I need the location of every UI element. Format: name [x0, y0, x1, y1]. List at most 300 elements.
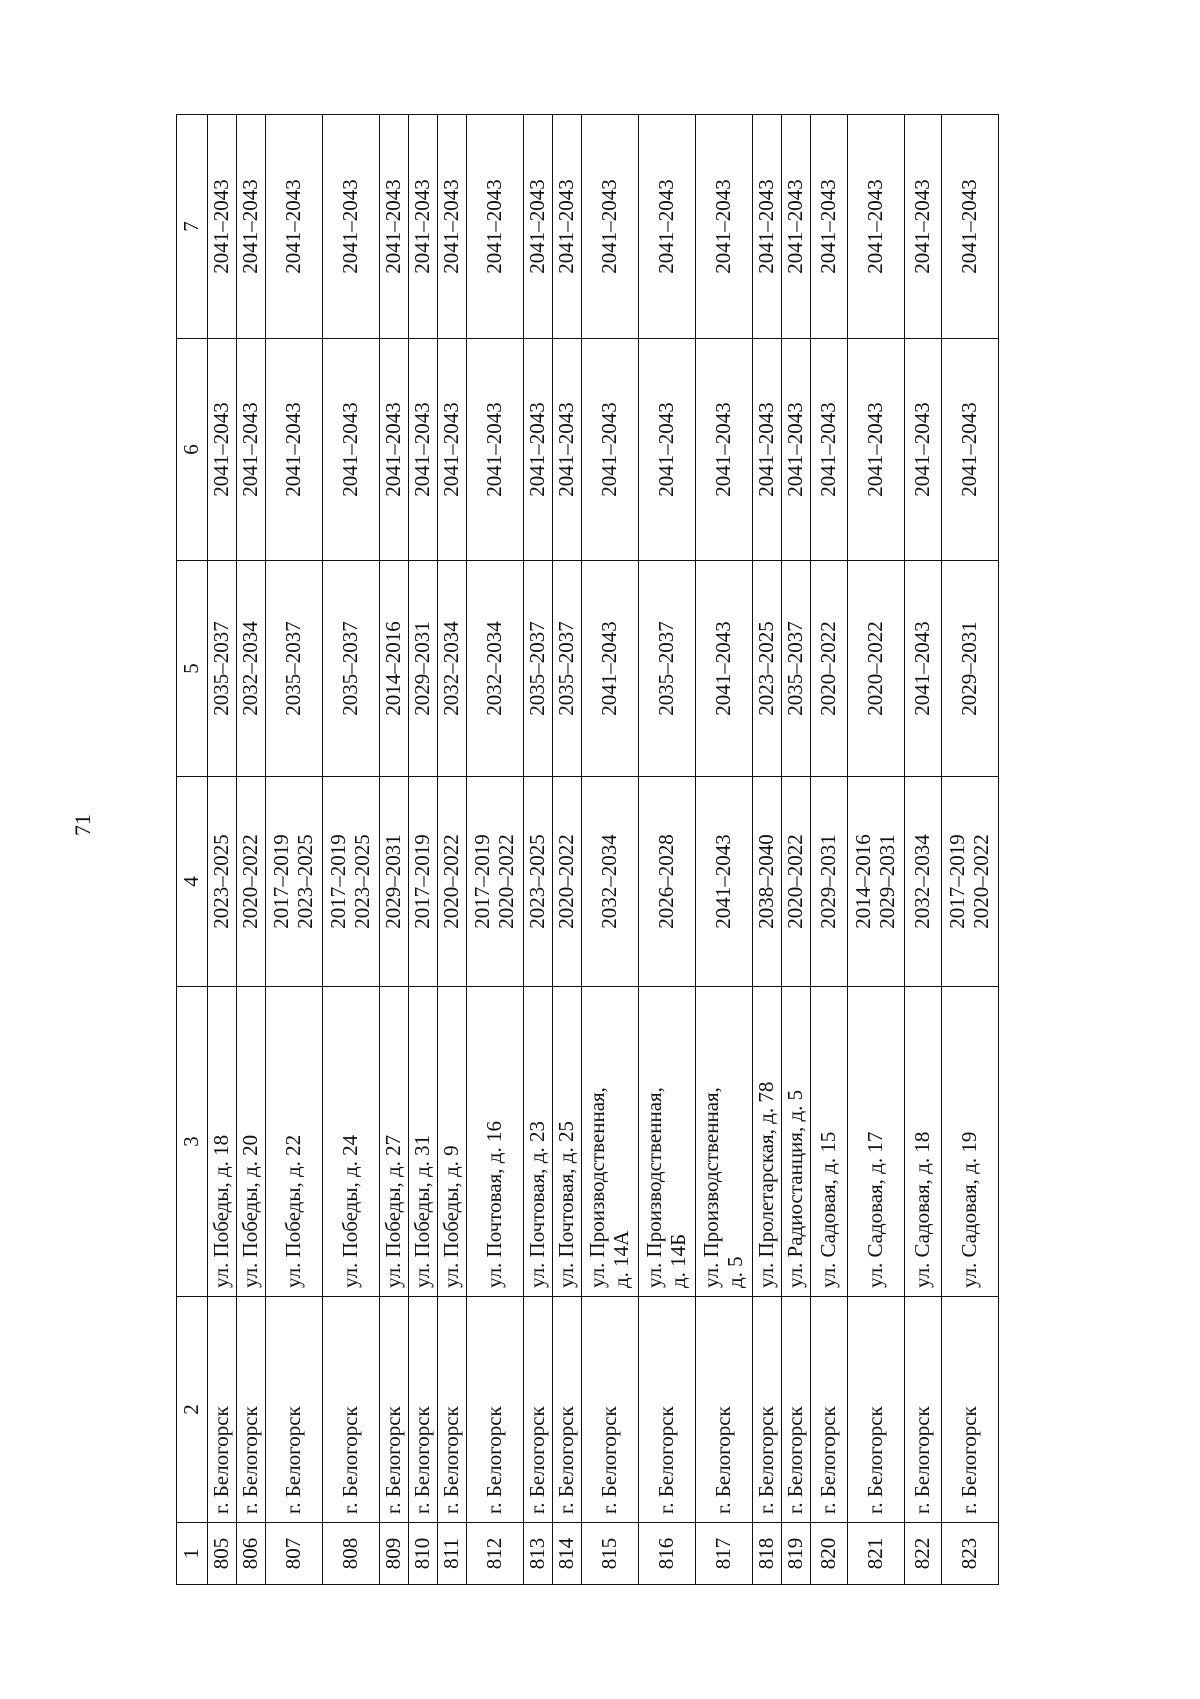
- city-cell-line: г. Белогорск: [439, 1406, 464, 1514]
- table-row: [323, 115, 380, 1585]
- table-row: [524, 115, 553, 1585]
- row-number-cell: [782, 1523, 811, 1585]
- period-col4-cell: [524, 777, 553, 987]
- period-col7-cell: [905, 115, 942, 339]
- row-number-cell-line: 806: [238, 1537, 263, 1570]
- page-number: 71: [70, 814, 95, 836]
- period-col7-cell: [323, 115, 380, 339]
- table-row: [467, 115, 524, 1585]
- period-col4-cell: [208, 777, 237, 987]
- period-col4-cell: [696, 777, 753, 987]
- table-row: [582, 115, 639, 1585]
- period-col5-cell: [208, 561, 237, 777]
- city-cell: [524, 1297, 553, 1523]
- period-col4-cell-line: 2020–2022: [783, 834, 808, 929]
- period-col5-cell-line: 2035–2037: [554, 621, 579, 716]
- period-col5-cell: [467, 561, 524, 777]
- row-number-cell-line: 823: [957, 1537, 982, 1570]
- period-col4-cell: [438, 777, 467, 987]
- table-row: [848, 115, 905, 1585]
- address-cell: [524, 987, 553, 1297]
- address-cell-line: ул. Победы, д. 31: [410, 1134, 435, 1288]
- rotated-table-container: [176, 114, 999, 1585]
- period-col4-cell-line: 2032–2034: [910, 834, 935, 929]
- period-col4-cell-line: 2041–2043: [711, 834, 736, 929]
- period-col6-cell: [639, 339, 696, 561]
- period-col4-cell: [323, 777, 380, 987]
- city-cell-line: г. Белогорск: [209, 1406, 234, 1514]
- column-header: 2: [177, 1297, 208, 1523]
- period-col7-cell: [848, 115, 905, 339]
- city-cell: [323, 1297, 380, 1523]
- period-col5-cell-line: 2014–2016: [381, 621, 406, 716]
- period-col4-cell-line: 2023–2025: [525, 834, 550, 929]
- city-cell-line: г. Белогорск: [910, 1406, 935, 1514]
- period-col7-cell: [696, 115, 753, 339]
- period-col5-cell: [848, 561, 905, 777]
- row-number-cell-line: 812: [482, 1537, 507, 1570]
- period-col5-cell-line: 2029–2031: [957, 621, 982, 716]
- city-cell-line: г. Белогорск: [381, 1406, 406, 1514]
- period-col4-cell: [409, 777, 438, 987]
- city-cell-line: г. Белогорск: [783, 1406, 808, 1514]
- period-col6-cell-line: 2041–2043: [525, 402, 550, 497]
- table-row: [266, 115, 323, 1585]
- address-cell-line: д. 5: [723, 1256, 747, 1288]
- period-col6-cell: [438, 339, 467, 561]
- city-cell: [811, 1297, 848, 1523]
- period-col4-cell-line: 2017–2019: [470, 834, 495, 929]
- address-cell-line: ул. Победы, д. 22: [281, 1134, 306, 1288]
- period-col4-cell: [811, 777, 848, 987]
- period-col5-cell-line: 2035–2037: [525, 621, 550, 716]
- city-cell: [753, 1297, 782, 1523]
- period-col5-cell: [524, 561, 553, 777]
- period-col7-cell-line: 2041–2043: [209, 179, 234, 274]
- city-cell: [696, 1297, 753, 1523]
- period-col6-cell: [753, 339, 782, 561]
- row-number-cell: [553, 1523, 582, 1585]
- period-col6-cell: [380, 339, 409, 561]
- address-cell-line: ул. Почтовая, д. 25: [554, 1121, 579, 1288]
- period-col7-cell-line: 2041–2043: [410, 179, 435, 274]
- period-col7-cell-line: 2041–2043: [281, 179, 306, 274]
- address-cell: [409, 987, 438, 1297]
- period-col7-cell-line: 2041–2043: [439, 179, 464, 274]
- city-cell-line: г. Белогорск: [711, 1406, 736, 1514]
- row-number-cell-line: 816: [654, 1537, 679, 1570]
- period-col4-cell-line: 2020–2022: [969, 834, 993, 929]
- period-col6-cell-line: 2041–2043: [654, 402, 679, 497]
- period-col4-cell: [905, 777, 942, 987]
- address-cell-line: ул. Производственная,: [699, 1087, 724, 1288]
- period-col5-cell-line: 2032–2034: [238, 621, 263, 716]
- address-cell-line: ул. Победы, д. 27: [381, 1134, 406, 1288]
- period-col4-cell-line: 2029–2031: [381, 834, 406, 929]
- row-number-cell-line: 819: [783, 1537, 808, 1570]
- period-col6-cell-line: 2041–2043: [816, 402, 841, 497]
- period-col4-cell: [380, 777, 409, 987]
- row-number-cell: [409, 1523, 438, 1585]
- address-cell-line: ул. Победы, д. 24: [338, 1134, 363, 1288]
- city-cell-line: г. Белогорск: [554, 1406, 579, 1514]
- city-cell: [380, 1297, 409, 1523]
- address-cell: [753, 987, 782, 1297]
- period-col5-cell-line: 2041–2043: [711, 621, 736, 716]
- address-cell-line: д. 14Б: [666, 1233, 690, 1288]
- address-cell: [811, 987, 848, 1297]
- period-col7-cell-line: 2041–2043: [816, 179, 841, 274]
- row-number-cell: [905, 1523, 942, 1585]
- period-col5-cell: [553, 561, 582, 777]
- address-cell: [237, 987, 266, 1297]
- period-col6-cell: [782, 339, 811, 561]
- period-col5-cell: [782, 561, 811, 777]
- address-cell-line: ул. Садовая, д. 18: [910, 1131, 935, 1288]
- period-col7-cell: [409, 115, 438, 339]
- address-cell: [380, 987, 409, 1297]
- table-row: [942, 115, 999, 1585]
- row-number-cell-line: 818: [754, 1537, 779, 1570]
- period-col4-cell-line: 2026–2028: [654, 834, 679, 929]
- period-col6-cell: [467, 339, 524, 561]
- period-col6-cell-line: 2041–2043: [554, 402, 579, 497]
- period-col6-cell: [237, 339, 266, 561]
- city-cell-line: г. Белогорск: [597, 1406, 622, 1514]
- row-number-cell: [237, 1523, 266, 1585]
- row-number-cell-line: 805: [209, 1537, 234, 1570]
- period-col5-cell: [753, 561, 782, 777]
- address-cell-line: ул. Садовая, д. 19: [957, 1131, 982, 1288]
- period-col6-cell-line: 2041–2043: [381, 402, 406, 497]
- period-col5-cell-line: 2029–2031: [410, 621, 435, 716]
- period-col6-cell-line: 2041–2043: [754, 402, 779, 497]
- city-cell-line: г. Белогорск: [754, 1406, 779, 1514]
- row-number-cell: [380, 1523, 409, 1585]
- period-col7-cell-line: 2041–2043: [238, 179, 263, 274]
- table-row: [782, 115, 811, 1585]
- address-cell: [696, 987, 753, 1297]
- address-cell-line: ул. Производственная,: [585, 1087, 610, 1288]
- period-col4-cell: [639, 777, 696, 987]
- row-number-cell-line: 811: [439, 1538, 464, 1569]
- period-col7-cell-line: 2041–2043: [338, 179, 363, 274]
- column-header: 7: [177, 115, 208, 339]
- period-col7-cell-line: 2041–2043: [957, 179, 982, 274]
- row-number-cell-line: 808: [338, 1537, 363, 1570]
- address-cell: [208, 987, 237, 1297]
- address-cell: [266, 987, 323, 1297]
- row-number-cell-line: 813: [525, 1537, 550, 1570]
- period-col7-cell: [782, 115, 811, 339]
- period-col4-cell-line: 2029–2031: [875, 834, 899, 929]
- row-number-cell: [848, 1523, 905, 1585]
- period-col6-cell-line: 2041–2043: [597, 402, 622, 497]
- period-col6-cell-line: 2041–2043: [957, 402, 982, 497]
- period-col7-cell: [467, 115, 524, 339]
- city-cell: [905, 1297, 942, 1523]
- row-number-cell-line: 820: [816, 1537, 841, 1570]
- period-col6-cell-line: 2041–2043: [439, 402, 464, 497]
- period-col6-cell: [905, 339, 942, 561]
- city-cell: [409, 1297, 438, 1523]
- period-col7-cell-line: 2041–2043: [711, 179, 736, 274]
- period-col6-cell-line: 2041–2043: [711, 402, 736, 497]
- city-cell-line: г. Белогорск: [281, 1406, 306, 1514]
- row-number-cell-line: 810: [410, 1537, 435, 1570]
- period-col7-cell-line: 2041–2043: [783, 179, 808, 274]
- period-col4-cell-line: 2017–2019: [269, 834, 294, 929]
- city-cell-line: г. Белогорск: [238, 1406, 263, 1514]
- period-col5-cell-line: 2041–2043: [910, 621, 935, 716]
- period-col6-cell-line: 2041–2043: [238, 402, 263, 497]
- city-cell: [438, 1297, 467, 1523]
- period-col5-cell: [696, 561, 753, 777]
- period-col5-cell-line: 2032–2034: [439, 621, 464, 716]
- period-col4-cell: [266, 777, 323, 987]
- period-col4-cell-line: 2017–2019: [945, 834, 970, 929]
- period-col5-cell: [905, 561, 942, 777]
- period-col7-cell-line: 2041–2043: [654, 179, 679, 274]
- period-col7-cell: [380, 115, 409, 339]
- period-col4-cell-line: 2020–2022: [494, 834, 518, 929]
- period-col6-cell-line: 2041–2043: [209, 402, 234, 497]
- table-row: [380, 115, 409, 1585]
- period-col6-cell-line: 2041–2043: [863, 402, 888, 497]
- period-col6-cell-line: 2041–2043: [482, 402, 507, 497]
- row-number-cell: [524, 1523, 553, 1585]
- period-col5-cell: [380, 561, 409, 777]
- period-col4-cell-line: 2032–2034: [597, 834, 622, 929]
- address-cell-line: ул. Победы, д. 18: [209, 1134, 234, 1288]
- period-col7-cell: [438, 115, 467, 339]
- address-cell-line: ул. Победы, д. 20: [238, 1134, 263, 1288]
- row-number-cell: [639, 1523, 696, 1585]
- table-row: [438, 115, 467, 1585]
- address-cell: [323, 987, 380, 1297]
- period-col5-cell-line: 2020–2022: [816, 621, 841, 716]
- address-cell: [553, 987, 582, 1297]
- city-cell-line: г. Белогорск: [338, 1406, 363, 1514]
- period-col7-cell: [553, 115, 582, 339]
- period-col5-cell: [811, 561, 848, 777]
- period-col7-cell-line: 2041–2043: [754, 179, 779, 274]
- address-cell-line: ул. Садовая, д. 17: [863, 1131, 888, 1288]
- address-cell-line: ул. Пролетарская, д. 78: [754, 1081, 779, 1288]
- period-col4-cell: [582, 777, 639, 987]
- period-col7-cell-line: 2041–2043: [597, 179, 622, 274]
- period-col5-cell: [323, 561, 380, 777]
- row-number-cell: [696, 1523, 753, 1585]
- period-col5-cell: [409, 561, 438, 777]
- city-cell: [639, 1297, 696, 1523]
- period-col7-cell: [266, 115, 323, 339]
- table-row: [753, 115, 782, 1585]
- city-cell-line: г. Белогорск: [525, 1406, 550, 1514]
- city-cell-line: г. Белогорск: [816, 1406, 841, 1514]
- period-col6-cell: [553, 339, 582, 561]
- address-cell: [782, 987, 811, 1297]
- period-col6-cell-line: 2041–2043: [910, 402, 935, 497]
- period-col7-cell: [753, 115, 782, 339]
- address-cell: [438, 987, 467, 1297]
- table-row: [409, 115, 438, 1585]
- row-number-cell: [323, 1523, 380, 1585]
- period-col7-cell: [942, 115, 999, 339]
- period-col6-cell: [266, 339, 323, 561]
- city-cell: [208, 1297, 237, 1523]
- period-col6-cell: [208, 339, 237, 561]
- period-col7-cell: [524, 115, 553, 339]
- table-header-row: [177, 115, 208, 1585]
- city-cell-line: г. Белогорск: [482, 1406, 507, 1514]
- row-number-cell-line: 822: [910, 1537, 935, 1570]
- city-cell: [266, 1297, 323, 1523]
- city-cell: [553, 1297, 582, 1523]
- period-col7-cell: [237, 115, 266, 339]
- row-number-cell: [438, 1523, 467, 1585]
- address-cell-line: ул. Радиостанция, д. 5: [783, 1089, 808, 1288]
- column-header: 3: [177, 987, 208, 1297]
- period-col7-cell-line: 2041–2043: [863, 179, 888, 274]
- period-col7-cell-line: 2041–2043: [482, 179, 507, 274]
- period-col6-cell: [696, 339, 753, 561]
- address-cell: [905, 987, 942, 1297]
- period-col4-cell: [753, 777, 782, 987]
- city-cell-line: г. Белогорск: [863, 1406, 888, 1514]
- table-row: [553, 115, 582, 1585]
- row-number-cell-line: 814: [554, 1537, 579, 1570]
- period-col4-cell-line: 2017–2019: [410, 834, 435, 929]
- row-number-cell: [582, 1523, 639, 1585]
- row-number-cell: [467, 1523, 524, 1585]
- row-number-cell-line: 809: [381, 1537, 406, 1570]
- table-row: [811, 115, 848, 1585]
- row-number-cell: [811, 1523, 848, 1585]
- period-col6-cell: [942, 339, 999, 561]
- column-header: 5: [177, 561, 208, 777]
- city-cell-line: г. Белогорск: [957, 1406, 982, 1514]
- address-cell: [942, 987, 999, 1297]
- table-row: [208, 115, 237, 1585]
- period-col4-cell: [782, 777, 811, 987]
- period-col4-cell-line: 2020–2022: [439, 834, 464, 929]
- period-col6-cell: [323, 339, 380, 561]
- period-col7-cell: [639, 115, 696, 339]
- period-col4-cell: [942, 777, 999, 987]
- period-col6-cell-line: 2041–2043: [281, 402, 306, 497]
- city-cell: [467, 1297, 524, 1523]
- period-col5-cell-line: 2035–2037: [338, 621, 363, 716]
- row-number-cell-line: 807: [281, 1537, 306, 1570]
- city-cell: [237, 1297, 266, 1523]
- address-cell-line: ул. Садовая, д. 15: [816, 1131, 841, 1288]
- city-cell: [848, 1297, 905, 1523]
- period-col7-cell: [811, 115, 848, 339]
- period-col4-cell-line: 2014–2016: [851, 834, 876, 929]
- row-number-cell: [942, 1523, 999, 1585]
- city-cell-line: г. Белогорск: [654, 1406, 679, 1514]
- period-col4-cell-line: 2020–2022: [554, 834, 579, 929]
- period-col5-cell: [438, 561, 467, 777]
- period-col7-cell-line: 2041–2043: [554, 179, 579, 274]
- address-cell-line: д. 14А: [609, 1230, 633, 1288]
- column-header: 6: [177, 339, 208, 561]
- row-number-cell-line: 815: [597, 1537, 622, 1570]
- period-col4-cell: [467, 777, 524, 987]
- table-row: [905, 115, 942, 1585]
- period-col5-cell-line: 2035–2037: [281, 621, 306, 716]
- period-col6-cell: [409, 339, 438, 561]
- period-col5-cell-line: 2032–2034: [482, 621, 507, 716]
- address-cell-line: ул. Почтовая, д. 16: [482, 1121, 507, 1288]
- period-col6-cell: [848, 339, 905, 561]
- period-col7-cell-line: 2041–2043: [910, 179, 935, 274]
- period-col5-cell-line: 2035–2037: [209, 621, 234, 716]
- period-col5-cell-line: 2020–2022: [863, 621, 888, 716]
- period-col7-cell-line: 2041–2043: [381, 179, 406, 274]
- row-number-cell: [753, 1523, 782, 1585]
- row-number-cell: [208, 1523, 237, 1585]
- column-header: 1: [177, 1523, 208, 1585]
- column-header: 4: [177, 777, 208, 987]
- schedule-table: [176, 114, 999, 1585]
- period-col5-cell-line: 2035–2037: [783, 621, 808, 716]
- address-cell: [467, 987, 524, 1297]
- period-col4-cell-line: 2029–2031: [816, 834, 841, 929]
- period-col6-cell-line: 2041–2043: [783, 402, 808, 497]
- table-row: [639, 115, 696, 1585]
- period-col5-cell: [237, 561, 266, 777]
- city-cell: [942, 1297, 999, 1523]
- period-col4-cell-line: 2020–2022: [238, 834, 263, 929]
- period-col4-cell: [553, 777, 582, 987]
- address-cell-line: ул. Победы, д. 9: [439, 1145, 464, 1288]
- period-col5-cell-line: 2041–2043: [597, 621, 622, 716]
- period-col5-cell-line: 2035–2037: [654, 621, 679, 716]
- period-col7-cell: [208, 115, 237, 339]
- city-cell: [582, 1297, 639, 1523]
- period-col5-cell: [639, 561, 696, 777]
- period-col4-cell-line: 2023–2025: [209, 834, 234, 929]
- table-row: [696, 115, 753, 1585]
- period-col5-cell-line: 2023–2025: [754, 621, 779, 716]
- address-cell-line: ул. Производственная,: [642, 1087, 667, 1288]
- period-col4-cell-line: 2017–2019: [326, 834, 351, 929]
- city-cell: [782, 1297, 811, 1523]
- period-col4-cell-line: 2023–2025: [293, 834, 317, 929]
- period-col4-cell: [237, 777, 266, 987]
- period-col5-cell: [942, 561, 999, 777]
- address-cell: [639, 987, 696, 1297]
- period-col4-cell: [848, 777, 905, 987]
- address-cell: [848, 987, 905, 1297]
- period-col6-cell: [524, 339, 553, 561]
- row-number-cell-line: 817: [711, 1537, 736, 1570]
- period-col5-cell: [266, 561, 323, 777]
- period-col7-cell-line: 2041–2043: [525, 179, 550, 274]
- period-col6-cell: [811, 339, 848, 561]
- period-col6-cell: [582, 339, 639, 561]
- row-number-cell-line: 821: [863, 1537, 888, 1570]
- city-cell-line: г. Белогорск: [410, 1406, 435, 1514]
- period-col6-cell-line: 2041–2043: [410, 402, 435, 497]
- period-col7-cell: [582, 115, 639, 339]
- period-col4-cell-line: 2023–2025: [350, 834, 374, 929]
- row-number-cell: [266, 1523, 323, 1585]
- table-row: [237, 115, 266, 1585]
- period-col5-cell: [582, 561, 639, 777]
